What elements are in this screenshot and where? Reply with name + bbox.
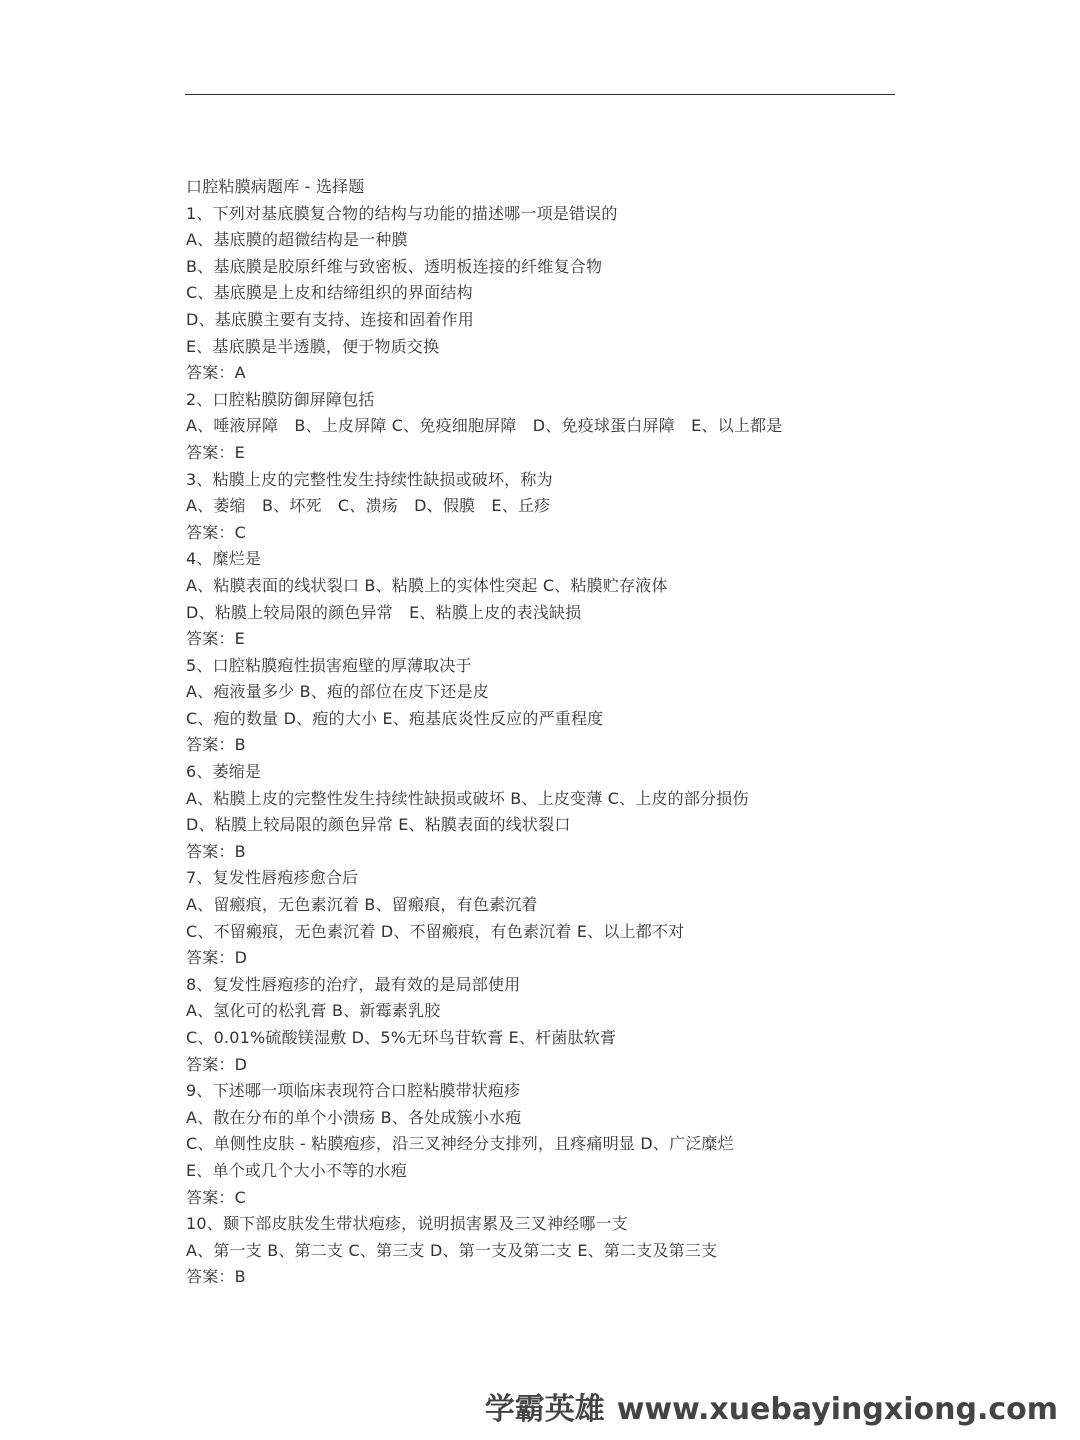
text-line: A、萎缩 B、坏死 C、溃疡 D、假膜 E、丘疹 [186, 496, 551, 516]
watermark-url: www.xuebayingxiong.com [616, 1392, 1058, 1427]
top-divider [185, 94, 895, 95]
text-line: 答案：B [186, 841, 246, 861]
text-line: A、唾液屏障 B、上皮屏障 C、免疫细胞屏障 D、免疫球蛋白屏障 E、以上都是 [186, 416, 783, 436]
text-line: 答案：C [186, 1187, 246, 1207]
text-line: 答案：D [186, 1054, 248, 1074]
page-title: 口腔粘膜病题库 - 选择题 [186, 177, 365, 196]
text-line: 7、复发性唇疱疹愈合后 [186, 868, 359, 888]
text-line: C、单侧性皮肤 - 粘膜疱疹，沿三叉神经分支排列，且疼痛明显 D、广泛糜烂 [186, 1134, 734, 1154]
text-line: A、留瘢痕，无色素沉着 B、留瘢痕，有色素沉着 [186, 895, 538, 915]
text-line: A、第一支 B、第二支 C、第三支 D、第一支及第二支 E、第二支及第三支 [186, 1240, 718, 1260]
question-list [186, 201, 946, 1291]
text-line: E、基底膜是半透膜，便于物质交换 [186, 336, 440, 356]
text-line: C、不留瘢痕，无色素沉着 D、不留瘢痕，有色素沉着 E、以上都不对 [186, 921, 685, 941]
text-line: 答案：D [186, 948, 248, 968]
text-line: 1、下列对基底膜复合物的结构与功能的描述哪一项是错误的 [186, 203, 618, 223]
text-line: 答案：A [186, 363, 246, 383]
text-line: A、散在分布的单个小溃疡 B、各处成簇小水疱 [186, 1107, 522, 1127]
text-line: E、单个或几个大小不等的水疱 [186, 1160, 407, 1180]
watermark-brand: 学霸英雄 [484, 1392, 605, 1427]
text-line: A、疱液量多少 B、疱的部位在皮下还是皮 [186, 682, 490, 702]
text-line: A、氢化可的松乳膏 B、新霉素乳胶 [186, 1001, 441, 1021]
text-line: 答案：B [186, 1267, 246, 1287]
text-line: 9、下述哪一项临床表现符合口腔粘膜带状疱疹 [186, 1081, 521, 1101]
watermark [485, 1384, 1058, 1428]
text-line: A、粘膜上皮的完整性发生持续性缺损或破坏 B、上皮变薄 C、上皮的部分损伤 [186, 788, 749, 808]
document-body [186, 174, 946, 1291]
text-line: 3、粘膜上皮的完整性发生持续性缺损或破坏，称为 [186, 469, 553, 489]
text-line: 2、口腔粘膜防御屏障包括 [186, 389, 375, 409]
text-line: C、基底膜是上皮和结缔组织的界面结构 [186, 283, 473, 303]
text-line: C、0.01%硫酸镁湿敷 D、5%无环鸟苷软膏 E、杆菌肽软膏 [186, 1028, 617, 1047]
text-line: 4、糜烂是 [186, 549, 262, 569]
text-line: 8、复发性唇疱疹的治疗，最有效的是局部使用 [186, 974, 521, 994]
text-line: 答案：C [186, 522, 246, 542]
text-line: D、基底膜主要有支持、连接和固着作用 [186, 309, 474, 329]
text-line: D、粘膜上较局限的颜色异常 E、粘膜表面的线状裂口 [186, 815, 571, 835]
text-line: B、基底膜是胶原纤维与致密板、透明板连接的纤维复合物 [186, 256, 603, 276]
text-line: 6、萎缩是 [186, 762, 262, 782]
text-line: 答案：E [186, 442, 245, 462]
text-line: C、疱的数量 D、疱的大小 E、疱基底炎性反应的严重程度 [186, 708, 604, 728]
text-line: A、粘膜表面的线状裂口 B、粘膜上的实体性突起 C、粘膜贮存液体 [186, 575, 668, 595]
text-line: 答案：E [186, 629, 245, 649]
text-line: 5、口腔粘膜疱性损害疱壁的厚薄取决于 [186, 655, 472, 675]
text-line: D、粘膜上较局限的颜色异常 E、粘膜上皮的表浅缺损 [186, 602, 582, 622]
text-line: 答案：B [186, 735, 246, 755]
text-line: 10、颞下部皮肤发生带状疱疹，说明损害累及三叉神经哪一支 [186, 1214, 628, 1234]
text-line: A、基底膜的超微结构是一种膜 [186, 230, 408, 250]
